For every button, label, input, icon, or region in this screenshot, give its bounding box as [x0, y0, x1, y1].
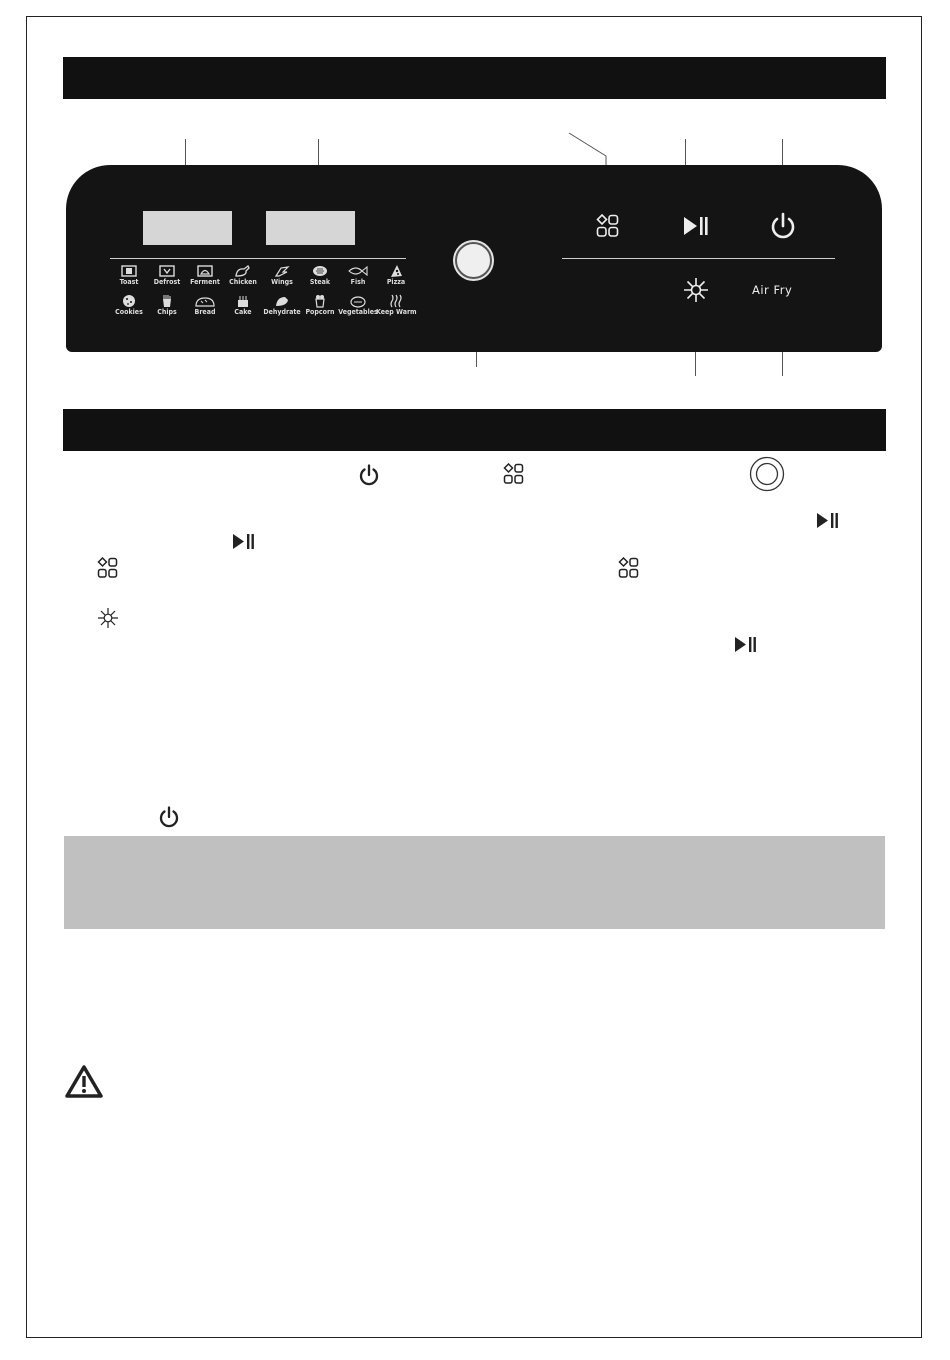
program-vegetables[interactable] [338, 294, 378, 317]
start-pause-icon [734, 636, 758, 653]
light-icon [97, 607, 119, 629]
menu-icon [97, 557, 119, 579]
bread-icon [194, 294, 216, 308]
program-label: Ferment [190, 278, 220, 286]
program-label: Dehydrate [263, 308, 301, 316]
panel-divider-right [562, 258, 835, 259]
program-cookies[interactable] [109, 294, 149, 317]
panel-divider-left [110, 258, 406, 259]
start-pause-icon[interactable] [683, 216, 709, 236]
program-keep-warm[interactable] [376, 294, 416, 317]
program-wings[interactable] [262, 264, 302, 287]
cake-icon [234, 294, 252, 308]
program-pizza[interactable] [376, 264, 416, 287]
program-defrost[interactable] [147, 264, 187, 287]
section-header-bar-1 [63, 57, 886, 99]
program-label: Pizza [386, 278, 406, 286]
program-label: Cookies [115, 308, 143, 316]
temperature-display [266, 211, 355, 245]
popcorn-icon [311, 294, 329, 308]
menu-icon [618, 557, 640, 579]
power-icon [159, 806, 179, 828]
section-header-bar-2 [63, 409, 886, 451]
program-chicken[interactable] [223, 264, 263, 287]
light-icon[interactable] [683, 277, 709, 303]
control-panel [66, 165, 882, 352]
knob-icon [749, 456, 785, 492]
program-popcorn[interactable] [300, 294, 340, 317]
program-label: Steak [309, 278, 331, 286]
warning-icon [64, 1064, 104, 1100]
program-label: Wings [271, 278, 293, 286]
chips-icon [158, 294, 176, 308]
program-label: Toast [119, 278, 139, 286]
program-bread[interactable] [185, 294, 225, 317]
power-icon [359, 464, 379, 486]
toast-icon [120, 264, 138, 278]
cookies-icon [120, 294, 138, 308]
program-chips[interactable] [147, 294, 187, 317]
power-icon[interactable] [770, 212, 796, 240]
program-label: Cake [234, 308, 252, 316]
program-fish[interactable] [338, 264, 378, 287]
menu-icon [503, 463, 525, 485]
program-label: Keep Warm [376, 308, 417, 316]
program-label: Popcorn [305, 308, 335, 316]
defrost-icon [158, 264, 176, 278]
program-label: Defrost [153, 278, 181, 286]
menu-icon[interactable] [596, 214, 620, 238]
steak-icon [311, 264, 329, 278]
ferment-icon [196, 264, 214, 278]
program-ferment[interactable] [185, 264, 225, 287]
fish-icon [347, 264, 369, 278]
dehydrate-icon [273, 294, 291, 308]
program-label: Fish [350, 278, 366, 286]
program-label: Chips [157, 308, 177, 316]
program-toast[interactable] [109, 264, 149, 287]
program-cake[interactable] [223, 294, 263, 317]
program-steak[interactable] [300, 264, 340, 287]
chicken-icon [234, 264, 252, 278]
vegetables-icon [349, 294, 367, 308]
program-dehydrate[interactable] [262, 294, 302, 317]
wings-icon [273, 264, 291, 278]
program-label: Chicken [229, 278, 257, 286]
control-knob[interactable] [455, 242, 492, 279]
keep-warm-icon [387, 294, 405, 308]
program-label: Bread [194, 308, 216, 316]
time-display [143, 211, 232, 245]
air-fry-button[interactable]: Air Fry [752, 283, 793, 297]
pizza-icon [387, 264, 405, 278]
program-label: Vegetables [338, 308, 378, 316]
note-box [64, 836, 885, 929]
start-pause-icon [232, 533, 256, 550]
start-pause-icon [816, 512, 840, 529]
